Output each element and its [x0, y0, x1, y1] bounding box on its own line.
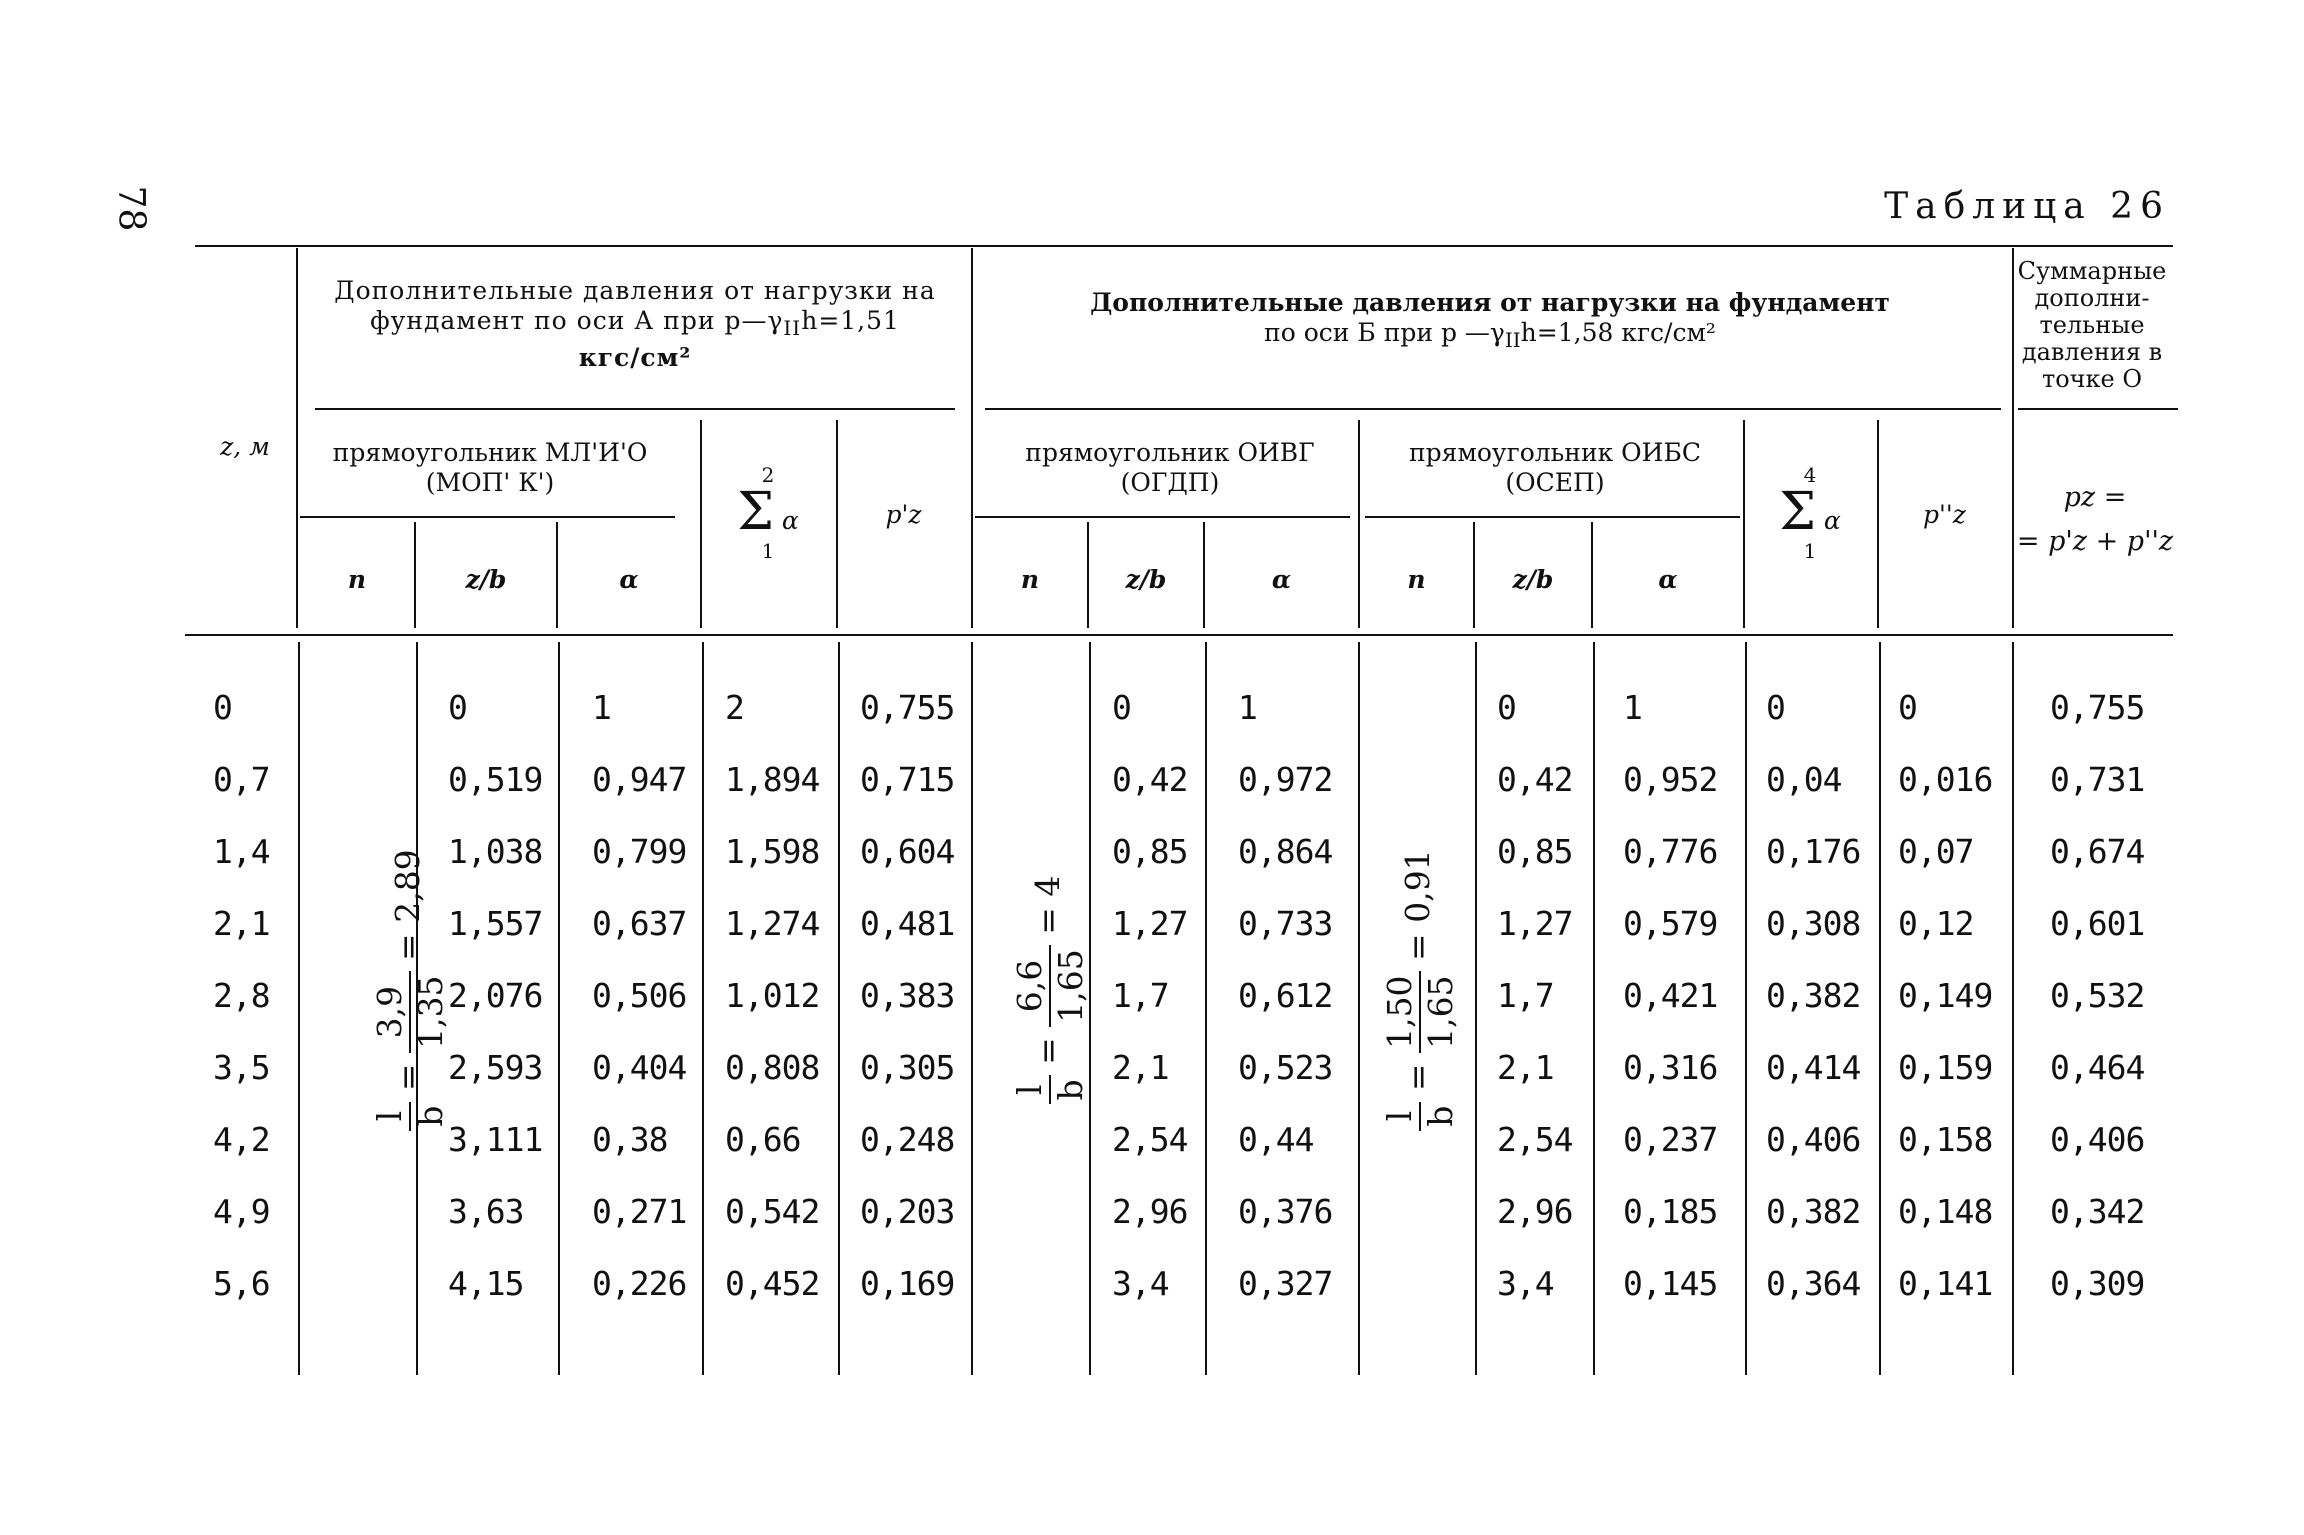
cell-zb-b1: 0,85	[1112, 832, 1188, 871]
ratio-b1-b: b	[1051, 1079, 1090, 1101]
cell-alpha-b1: 0,376	[1238, 1192, 1333, 1231]
v-body-3	[558, 642, 560, 1375]
cell-pz-double: 0	[1898, 688, 1917, 727]
cell-pz-double: 0,141	[1898, 1264, 1993, 1303]
cell-zb-a: 4,15	[448, 1264, 524, 1303]
cell-pz-total: 0,755	[2050, 688, 2145, 727]
rect-b2-rule	[1365, 516, 1740, 518]
ratio-b1-num: 6,6	[1010, 945, 1051, 1026]
cell-pz-prime: 0,203	[860, 1192, 955, 1231]
cell-sum-a: 1,012	[725, 976, 820, 1015]
header-bottom-rule	[185, 634, 2173, 636]
group-a-rule	[315, 408, 955, 410]
group-a-sub: II	[783, 316, 802, 340]
cell-sum-a: 2	[725, 688, 744, 727]
cell-alpha-b2: 0,421	[1623, 976, 1718, 1015]
cell-zb-a: 1,038	[448, 832, 543, 871]
sum-a-header	[700, 460, 836, 566]
cell-zb-b2: 2,54	[1497, 1120, 1573, 1159]
cell-sum-a: 1,274	[725, 904, 820, 943]
rect-b1-rule	[975, 516, 1350, 518]
pz-formula	[2012, 476, 2178, 564]
cell-zb-b2: 2,96	[1497, 1192, 1573, 1231]
cell-pz-prime: 0,715	[860, 760, 955, 799]
sum-a-alpha: α	[781, 506, 799, 535]
cell-zb-a: 3,63	[448, 1192, 524, 1231]
cell-zb-b1: 2,1	[1112, 1048, 1169, 1087]
cell-pz-total: 0,406	[2050, 1120, 2145, 1159]
cell-pz-prime: 0,169	[860, 1264, 955, 1303]
v-body-12	[1745, 642, 1747, 1375]
cell-sum-b: 0	[1766, 688, 1785, 727]
cell-z: 0	[213, 688, 232, 727]
cell-alpha-b1: 1	[1238, 688, 1257, 727]
cell-zb-b1: 0,42	[1112, 760, 1188, 799]
table-title: Таблица 26	[1884, 186, 2170, 227]
cell-zb-b1: 3,4	[1112, 1264, 1169, 1303]
sum-a-top: 2	[761, 463, 775, 487]
rect-a-rule	[300, 516, 675, 518]
v-body-4	[702, 642, 704, 1375]
cell-alpha-a: 0,799	[592, 832, 687, 871]
cell-zb-b1: 1,7	[1112, 976, 1169, 1015]
cell-pz-prime: 0,755	[860, 688, 955, 727]
cell-pz-total: 0,674	[2050, 832, 2145, 871]
rect-a-header: прямоугольник МЛ'И'О (МОП' К')	[332, 438, 648, 497]
cell-z: 3,5	[213, 1048, 270, 1087]
cell-alpha-a: 0,271	[592, 1192, 687, 1231]
cell-z: 4,9	[213, 1192, 270, 1231]
cell-sum-b: 0,176	[1766, 832, 1861, 871]
cell-zb-b2: 1,7	[1497, 976, 1554, 1015]
col-n-b1: n	[1020, 565, 1040, 594]
cell-zb-b1: 2,54	[1112, 1120, 1188, 1159]
cell-alpha-a: 0,637	[592, 904, 687, 943]
cell-alpha-a: 0,947	[592, 760, 687, 799]
cell-alpha-b1: 0,612	[1238, 976, 1333, 1015]
pz-formula-2: = p'z + p''z	[2016, 526, 2174, 557]
cell-zb-b1: 2,96	[1112, 1192, 1188, 1231]
cell-alpha-a: 0,506	[592, 976, 687, 1015]
cell-zb-b2: 0,85	[1497, 832, 1573, 871]
p-z-prime-header: p'z	[885, 500, 922, 529]
ratio-a-b: b	[411, 1105, 450, 1127]
ratio-b1-result: = 4	[1028, 875, 1067, 935]
group-a-header	[305, 276, 965, 373]
cell-sum-a: 1,598	[725, 832, 820, 871]
cell-zb-b2: 2,1	[1497, 1048, 1554, 1087]
sum-b-top: 4	[1803, 463, 1817, 487]
cell-sum-a: 0,66	[725, 1120, 801, 1159]
page-number: 78	[110, 185, 152, 232]
cell-sum-a: 0,808	[725, 1048, 820, 1087]
ratio-a-den: 1,35	[411, 975, 450, 1049]
cell-zb-a: 1,557	[448, 904, 543, 943]
v-body-8	[1205, 642, 1207, 1375]
sum-rule	[2018, 408, 2178, 410]
cell-alpha-b1: 0,327	[1238, 1264, 1333, 1303]
col-alpha-b1: α	[1271, 565, 1292, 594]
sum-b-header	[1743, 460, 1877, 566]
group-b-rule	[985, 408, 2001, 410]
cell-alpha-a: 1	[592, 688, 611, 727]
cell-pz-double: 0,149	[1898, 976, 1993, 1015]
cell-sum-b: 0,406	[1766, 1120, 1861, 1159]
col-alpha-a: α	[619, 565, 639, 594]
cell-z: 1,4	[213, 832, 270, 871]
cell-alpha-b2: 1	[1623, 688, 1642, 727]
cell-alpha-b2: 0,316	[1623, 1048, 1718, 1087]
cell-alpha-b1: 0,972	[1238, 760, 1333, 799]
col-n-a: n	[347, 565, 367, 594]
cell-pz-prime: 0,305	[860, 1048, 955, 1087]
cell-pz-double: 0,016	[1898, 760, 1993, 799]
cell-pz-total: 0,464	[2050, 1048, 2145, 1087]
cell-zb-a: 0,519	[448, 760, 543, 799]
ratio-a-l: l	[370, 1102, 411, 1131]
v-hdr-1	[296, 248, 298, 628]
col-alpha-b2: α	[1658, 565, 1678, 594]
col-zb-b2: z/b	[1512, 565, 1554, 594]
cell-pz-double: 0,159	[1898, 1048, 1993, 1087]
cell-sum-a: 0,452	[725, 1264, 820, 1303]
cell-sum-a: 1,894	[725, 760, 820, 799]
cell-pz-double: 0,12	[1898, 904, 1974, 943]
cell-z: 5,6	[213, 1264, 270, 1303]
ratio-b2-b: b	[1421, 1105, 1460, 1127]
cell-sum-b: 0,364	[1766, 1264, 1861, 1303]
rect-b1-header: прямоугольник ОИВГ (ОГДП)	[1025, 438, 1315, 497]
cell-zb-a: 2,593	[448, 1048, 543, 1087]
cell-alpha-b1: 0,523	[1238, 1048, 1333, 1087]
group-a-unit: кгс/см²	[578, 343, 692, 372]
cell-sum-b: 0,382	[1766, 976, 1861, 1015]
sum-a-bottom: 1	[761, 539, 775, 563]
col-n-b2: n	[1407, 565, 1426, 594]
ratio-b2-l: l	[1380, 1102, 1421, 1131]
cell-pz-double: 0,07	[1898, 832, 1974, 871]
group-b-title-1: Дополнительные давления от нагрузки на фундамент	[1090, 288, 1890, 317]
cell-pz-total: 0,342	[2050, 1192, 2145, 1231]
cell-alpha-b2: 0,952	[1623, 760, 1718, 799]
cell-pz-double: 0,148	[1898, 1192, 1993, 1231]
v-body-6	[971, 642, 973, 1375]
v-body-14	[2012, 642, 2014, 1375]
cell-alpha-a: 0,226	[592, 1264, 687, 1303]
cell-pz-total: 0,309	[2050, 1264, 2145, 1303]
cell-sum-a: 0,542	[725, 1192, 820, 1231]
cell-alpha-b2: 0,185	[1623, 1192, 1718, 1231]
group-a-title: Дополнительные давления от нагрузки на фундамент по оси А при p—γ	[334, 276, 936, 335]
cell-zb-b2: 0,42	[1497, 760, 1573, 799]
top-rule	[195, 245, 2173, 247]
v-body-10	[1475, 642, 1477, 1375]
cell-sum-b: 0,04	[1766, 760, 1842, 799]
cell-pz-total: 0,601	[2050, 904, 2145, 943]
cell-zb-b1: 0	[1112, 688, 1131, 727]
ratio-b1: l b = 6,6 1,65 = 4	[1010, 830, 1070, 1150]
sum-b-bottom: 1	[1803, 539, 1817, 563]
cell-alpha-b1: 0,44	[1238, 1120, 1314, 1159]
cell-z: 4,2	[213, 1120, 270, 1159]
group-b-sub: II	[1504, 328, 1521, 352]
cell-alpha-b2: 0,579	[1623, 904, 1718, 943]
cell-sum-b: 0,414	[1766, 1048, 1861, 1087]
sum-header: Суммарные дополни-тельные давления в точке О	[2017, 257, 2167, 393]
group-a-tail: h=1,51	[801, 306, 900, 335]
cell-zb-b1: 1,27	[1112, 904, 1188, 943]
col-zb-a: z/b	[465, 565, 507, 594]
sum-b-alpha: α	[1823, 506, 1841, 535]
ratio-b1-l: l	[1010, 1075, 1051, 1104]
v-body-11	[1593, 642, 1595, 1375]
cell-alpha-b2: 0,145	[1623, 1264, 1718, 1303]
ratio-b2-num: 1,50	[1380, 971, 1421, 1052]
cell-pz-prime: 0,248	[860, 1120, 955, 1159]
p-z-double-header: p''z	[1923, 500, 1966, 529]
cell-pz-prime: 0,604	[860, 832, 955, 871]
sum-a-sign: Σ	[737, 482, 774, 542]
cell-zb-a: 2,076	[448, 976, 543, 1015]
cell-zb-a: 0	[448, 688, 467, 727]
ratio-b2-result: = 0,91	[1398, 849, 1437, 961]
cell-alpha-b2: 0,776	[1623, 832, 1718, 871]
col-zb-b1: z/b	[1125, 565, 1167, 594]
cell-pz-prime: 0,481	[860, 904, 955, 943]
cell-alpha-a: 0,38	[592, 1120, 668, 1159]
v-body-9	[1358, 642, 1360, 1375]
cell-pz-total: 0,731	[2050, 760, 2145, 799]
v-body-1	[298, 642, 300, 1375]
cell-alpha-b1: 0,864	[1238, 832, 1333, 871]
cell-alpha-b1: 0,733	[1238, 904, 1333, 943]
ratio-a: l b = 3,9 1,35 = 2,89	[370, 790, 430, 1190]
cell-sum-b: 0,308	[1766, 904, 1861, 943]
cell-sum-b: 0,382	[1766, 1192, 1861, 1231]
ratio-b2-den: 1,65	[1421, 975, 1460, 1049]
cell-zb-b2: 1,27	[1497, 904, 1573, 943]
v-body-5	[838, 642, 840, 1375]
ratio-a-num: 3,9	[370, 971, 411, 1052]
cell-alpha-b2: 0,237	[1623, 1120, 1718, 1159]
sum-b-sign: Σ	[1779, 482, 1816, 542]
rect-b2-header: прямоугольник ОИБС (ОСЕП)	[1409, 438, 1701, 497]
group-b-tail: h=1,58 кгс/см²	[1520, 318, 1716, 347]
v-body-13	[1879, 642, 1881, 1375]
cell-z: 2,8	[213, 976, 270, 1015]
cell-alpha-a: 0,404	[592, 1048, 687, 1087]
pz-formula-1: pz =	[2063, 482, 2127, 513]
cell-pz-prime: 0,383	[860, 976, 955, 1015]
cell-zb-b2: 0	[1497, 688, 1516, 727]
cell-pz-total: 0,532	[2050, 976, 2145, 1015]
ratio-b2: l b = 1,50 1,65 = 0,91	[1380, 805, 1440, 1175]
cell-pz-double: 0,158	[1898, 1120, 1993, 1159]
cell-zb-a: 3,111	[448, 1120, 543, 1159]
z-column-header: z, м	[220, 432, 270, 461]
ratio-a-result: = 2,89	[388, 849, 427, 961]
ratio-b1-den: 1,65	[1051, 949, 1090, 1023]
group-b-title-2: по оси Б при p —γ	[1264, 318, 1505, 347]
group-b-header	[985, 288, 1995, 355]
cell-z: 0,7	[213, 760, 270, 799]
v-hdr-6	[1358, 420, 1360, 628]
cell-zb-b2: 3,4	[1497, 1264, 1554, 1303]
cell-z: 2,1	[213, 904, 270, 943]
